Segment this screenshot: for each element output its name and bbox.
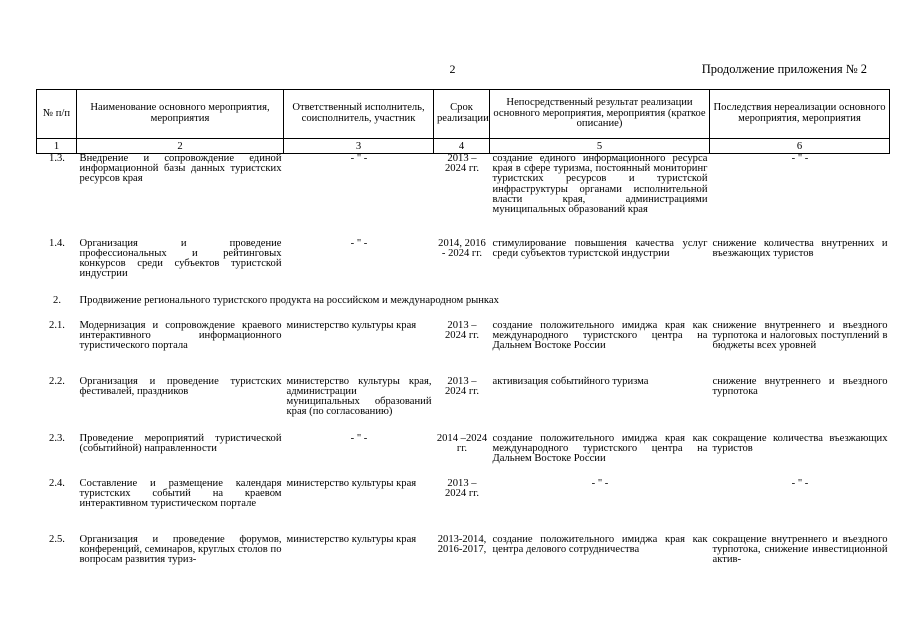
row-executor: - " - [350,153,368,164]
column-number: 1 [37,139,77,154]
row-result: - " - [591,477,609,489]
row-period: 2013-2014, 2016-2017, [437,533,487,555]
row-number: 2.3. [49,432,65,444]
row-number: 1.3. [49,153,65,164]
column-number: 4 [434,139,490,154]
header-executor: Ответственный исполнитель, соисполнитель, участник [284,90,434,139]
table-row [37,239,890,296]
column-number: 2 [77,139,284,154]
table-row [37,154,890,239]
row-executor: министерство культуры края [286,533,417,545]
row-consequence: снижение внутреннего и въездного турпотока [712,375,888,397]
row-period: 2013 – 2024 гг. [445,375,479,397]
row-number: 2.1. [49,319,65,331]
continuation-label: Продолжение приложения № 2 [701,62,867,76]
header-activity-name: Наименование основного мероприятия, мероприятия [77,90,284,139]
header-consequence: Последствия нереализации основного мероприятия, мероприятия [710,90,890,139]
page-number: 2 [449,62,456,76]
row-result: стимулирование повышения качества услуг среди субъектов туристской индустрии [492,237,708,259]
row-activity-name: Организация и проведение форумов, конференций, семинаров, круглых столов по вопросам развития туриз- [79,533,282,565]
row-activity-name: Внедрение и сопровождение единой информационной базы данных туристских ресурсов края [79,153,282,185]
row-result: создание положительного имиджа края как международного туристского центра на Дальнем Востоке России [492,319,708,351]
row-executor: министерство культуры края, администрации муниципальных образований края (по согласованию) [286,375,432,418]
row-executor: - " - [350,432,368,444]
table-row [37,479,890,535]
row-consequence: снижение количества внутренних и въезжающих туристов [712,237,888,259]
table-row [37,434,890,479]
row-executor: - " - [350,237,368,249]
column-number: 5 [490,139,710,154]
row-period: 2013 – 2024 гг. [445,477,479,499]
row-activity-name: Составление и размещение календаря туристских событий на краевом интерактивном туристическом портале [79,477,282,509]
row-consequence: сокращение внутреннего и въездного турпотока, снижение инвестиционной актив- [712,533,888,565]
header-result: Непосредственный результат реализации основного мероприятия, мероприятия (краткое описание) [490,90,710,139]
row-activity-name: Организация и проведение профессиональных и рейтинговых конкурсов среди субъектов туристской индустрии [79,237,282,280]
row-consequence: сокращение количества въезжающих туристов [712,432,888,454]
row-consequence: - " - [791,477,809,489]
row-period: 2013 – 2024 гг. [445,153,479,175]
table-header-row [37,90,890,139]
column-number: 3 [284,139,434,154]
activities-table [36,89,890,571]
row-result: создание положительного имиджа края как центра делового сотрудничества [492,533,708,555]
row-number: 2.5. [49,533,65,545]
row-result: активизация событийного туризма [492,375,649,387]
row-activity-name: Проведение мероприятий туристической (событийной) направленности [79,432,282,454]
header-period: Срок реализации [434,90,490,139]
section-title: Продвижение регионального туристского продукта на российском и международном рынках [79,294,499,306]
row-period: 2013 – 2024 гг. [445,319,479,341]
row-number: 1.4. [49,237,65,249]
row-period: 2014 –2024 гг. [436,432,488,454]
row-period: 2014, 2016 - 2024 гг. [438,237,486,259]
row-executor: министерство культуры края [286,319,417,331]
row-activity-name: Организация и проведение туристских фестивалей, праздников [79,375,282,397]
row-consequence: снижение внутреннего и въездного турпотока и налоговых поступлений в бюджеты всех уровней [712,319,888,351]
section-row [37,296,890,321]
row-number: 2.2. [49,375,65,387]
header-number: № п/п [37,90,77,139]
column-number-row [37,139,890,154]
row-result: создание положительного имиджа края как международного туристского центра на Дальнем Востоке России [492,432,708,464]
table-row [37,535,890,571]
row-consequence: - " - [791,153,809,164]
column-number: 6 [710,139,890,154]
row-number: 2.4. [49,477,65,489]
table-row [37,377,890,434]
row-executor: министерство культуры края [286,477,417,489]
row-activity-name: Модернизация и сопровождение краевого интерактивного информационного туристического портала [79,319,282,351]
section-number: 2. [53,294,61,306]
row-result: создание единого информационного ресурса края в сфере туризма, постоянный мониторинг туристских ресурсов и туристской инфраструктуры органами исполнительной власти края, администрациями муниципальных образований края [492,153,708,216]
table-row [37,321,890,377]
